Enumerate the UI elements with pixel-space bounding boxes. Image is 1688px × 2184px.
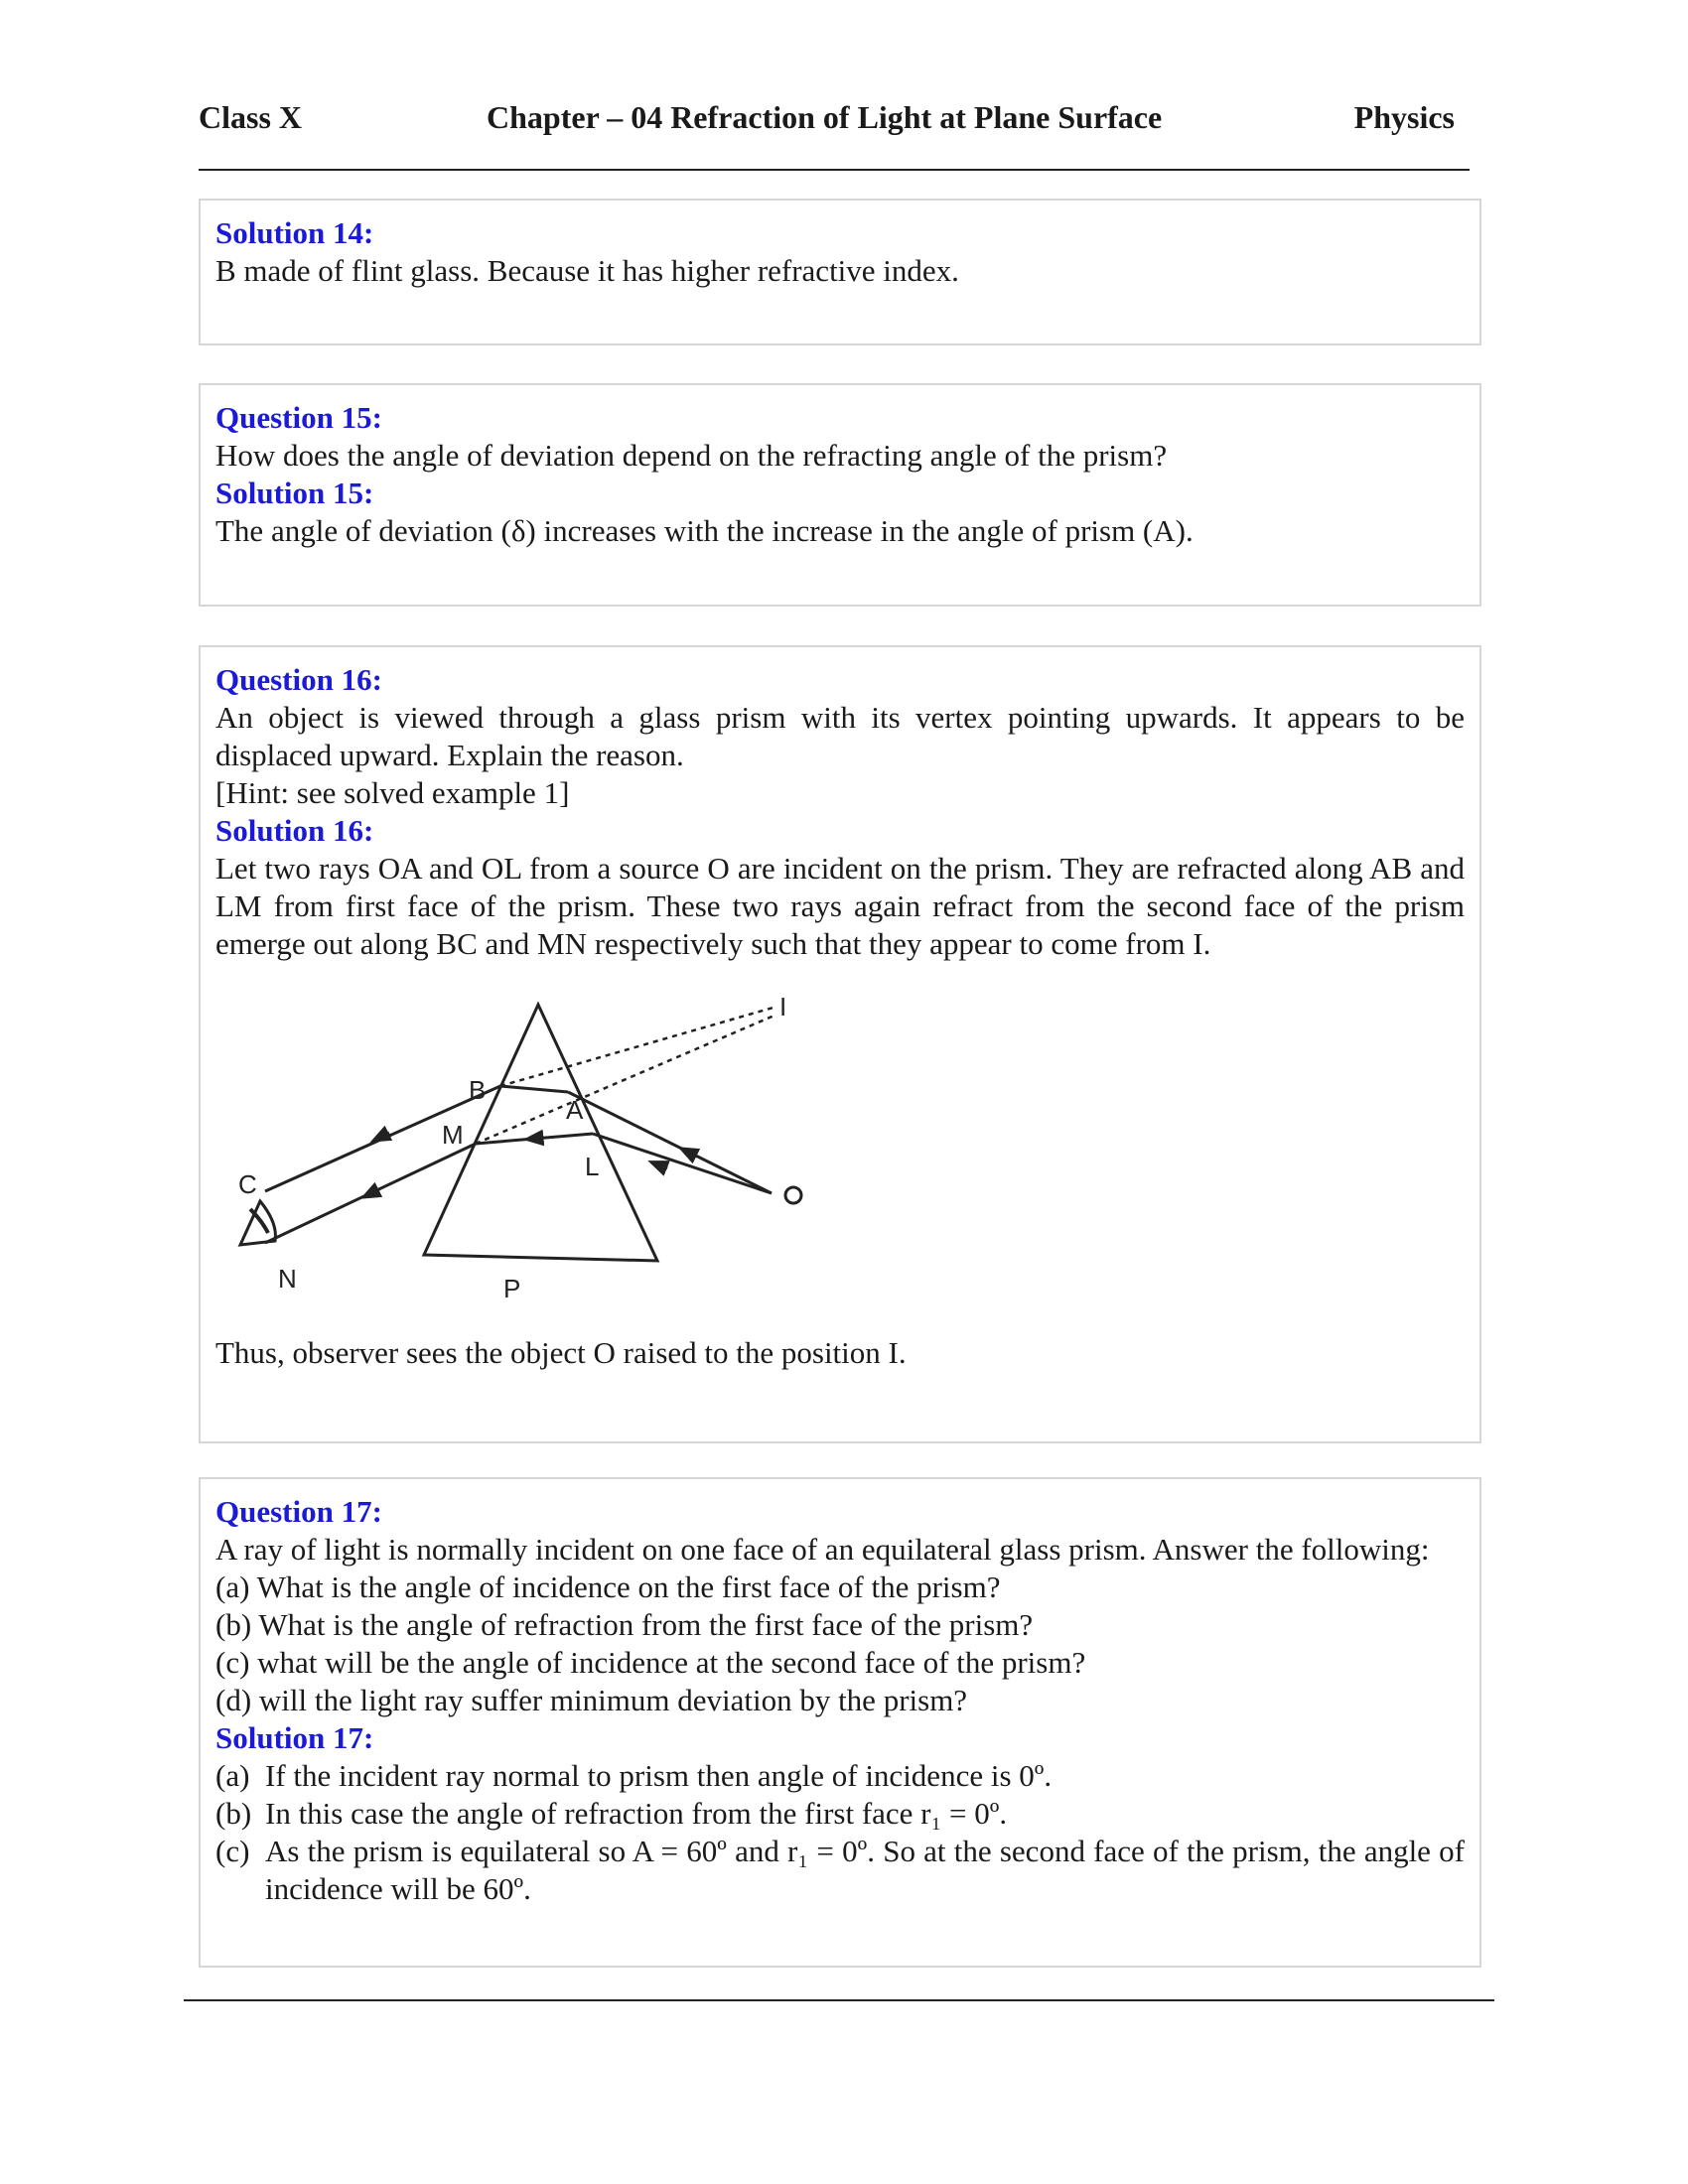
- question-15-text: How does the angle of deviation depend on the refracting angle of the prism?: [215, 438, 1168, 473]
- label-b: B: [469, 1075, 487, 1105]
- solution-14-box: [199, 199, 1481, 345]
- solution-17-item: [215, 1795, 1465, 1833]
- question-17-part: (b) What is the angle of refraction from the first face of the prism?: [215, 1607, 1034, 1642]
- arrow-ol: [657, 1164, 667, 1168]
- eye-pupil: [250, 1209, 268, 1233]
- label-n: N: [278, 1264, 297, 1294]
- solution-17-item-text: In this case the angle of refraction from the first face r₁ = 0º.: [265, 1796, 1008, 1831]
- question-17-box: [199, 1477, 1481, 1968]
- solution-17-marker: (b): [215, 1796, 252, 1831]
- ray-bc: [265, 1086, 500, 1191]
- solution-17-label: Solution 17:: [215, 1720, 374, 1755]
- question-16-label: Question 16:: [215, 662, 382, 697]
- label-l: L: [585, 1152, 600, 1181]
- question-17-part: (a) What is the angle of incidence on the first face of the prism?: [215, 1570, 1001, 1604]
- question-16-text: An object is viewed through a glass prism with its vertex pointing upwards. It appears to be displaced upward. Explain the reason.: [215, 700, 1465, 772]
- ray-ab: [500, 1086, 568, 1092]
- solution-16-text: Let two rays OA and OL from a source O are incident on the prism. They are refracted along AB and LM from first face of the prism. These two rays again refract from the second face of the prism emerge out along BC and MN respectively such that they appear to come from I.: [215, 851, 1465, 961]
- virtual-ray-bi: [500, 1007, 776, 1086]
- question-17-text: A ray of light is normally incident on one face of an equilateral glass prism. Answer the following:: [215, 1532, 1430, 1567]
- prism-refraction-diagram: [220, 985, 816, 1312]
- question-17-label: Question 17:: [215, 1494, 382, 1529]
- footer-divider: [184, 1999, 1494, 2001]
- arrow-lm: [533, 1138, 543, 1139]
- label-a: A: [566, 1095, 584, 1125]
- solution-14-text: B made of flint glass. Because it has higher refractive index.: [215, 253, 959, 288]
- header-class: Class X: [199, 99, 303, 135]
- solution-17-marker: (c): [215, 1834, 250, 1868]
- question-17-part: (d) will the light ray suffer minimum deviation by the prism?: [215, 1683, 968, 1717]
- ray-ol: [593, 1134, 772, 1193]
- header-chapter-title: Chapter – 04 Refraction of Light at Plane Surface: [487, 99, 1163, 135]
- page-header: [199, 99, 1455, 139]
- solution-17-marker: (a): [215, 1758, 250, 1793]
- label-c: C: [238, 1169, 257, 1199]
- label-p: P: [503, 1274, 521, 1303]
- solution-16-label: Solution 16:: [215, 813, 374, 848]
- eye-icon: [240, 1201, 275, 1245]
- solution-17-item-text: If the incident ray normal to prism then angle of incidence is 0º.: [265, 1758, 1053, 1793]
- solution-17-item-text: As the prism is equilateral so A = 60º and r₁ = 0º. So at the second face of the prism, the angle of incidence will be 60º.: [265, 1834, 1465, 1906]
- solution-15-text: The angle of deviation (δ) increases with the increase in the angle of prism (A).: [215, 513, 1194, 548]
- question-17-part: (c) what will be the angle of incidence at the second face of the prism?: [215, 1645, 1086, 1680]
- question-15-box: [199, 383, 1481, 607]
- question-16-box: [199, 645, 1481, 1443]
- header-subject: Physics: [1353, 99, 1455, 135]
- question-15-label: Question 15:: [215, 400, 382, 435]
- label-i: I: [779, 992, 787, 1022]
- solution-15-label: Solution 15:: [215, 476, 374, 510]
- solution-16-conclusion: Thus, observer sees the object O raised to the position I.: [215, 1335, 907, 1370]
- header-divider: [199, 169, 1470, 171]
- solution-14-label: Solution 14:: [215, 215, 374, 250]
- question-16-hint: [Hint: see solved example 1]: [215, 775, 570, 810]
- solution-17-item: [215, 1833, 1465, 1908]
- object-o-point: [785, 1187, 801, 1203]
- solution-17-item: [215, 1757, 1465, 1795]
- label-m: M: [442, 1120, 464, 1150]
